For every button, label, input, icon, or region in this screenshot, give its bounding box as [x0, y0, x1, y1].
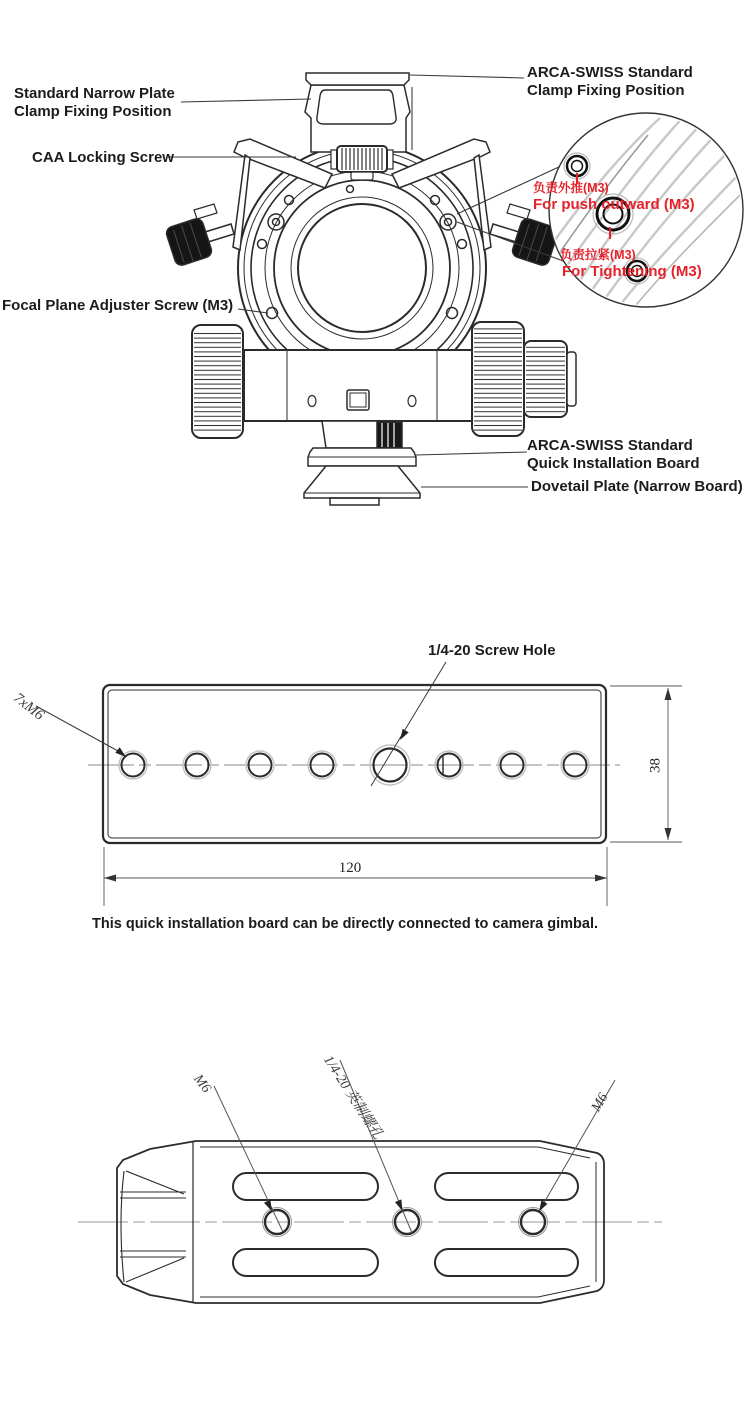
dim-120-value: 120 [338, 860, 362, 876]
label-qib-line2: Quick Installation Board [527, 455, 700, 472]
focuser-rail [244, 350, 478, 421]
lower-assembly [304, 421, 420, 505]
plate-caption: This quick installation board can be directly connected to camera gimbal. [92, 916, 599, 932]
label-dovetail-plate: Dovetail Plate (Narrow Board) [531, 478, 743, 495]
label-arca-clamp-line1: ARCA-SWISS Standard [527, 64, 693, 81]
label-quarter20-screw-hole: 1/4-20 Screw Hole [428, 642, 556, 659]
plate-slots [233, 1173, 578, 1276]
label-qib-line1: ARCA-SWISS Standard [527, 437, 693, 454]
right-focus-knob [472, 322, 576, 436]
dim-38-value: 38 [647, 758, 664, 773]
label-push-outward-en: For push outward (M3) [533, 196, 695, 213]
label-caa-locking-screw: CAA Locking Screw [32, 149, 174, 166]
label-quarter20-metric: 1/4-20 英制螺孔 [320, 1053, 385, 1142]
label-standard-narrow-plate-line1: Standard Narrow Plate [14, 85, 175, 102]
left-focus-knob [192, 325, 243, 438]
label-tightening-en: For Tightening (M3) [562, 263, 702, 280]
label-tightening-cn: 负责拉紧(M3) [560, 248, 636, 262]
label-standard-narrow-plate-line2: Clamp Fixing Position [14, 103, 172, 120]
top-clamp [305, 73, 412, 152]
label-m6-left: M6 [190, 1072, 214, 1096]
label-7xM6: 7xM6 [10, 690, 47, 724]
left-thumbscrew [165, 204, 234, 267]
label-arca-clamp-fixing [527, 64, 693, 100]
label-focal-plane-adjuster: Focal Plane Adjuster Screw (M3) [2, 297, 234, 314]
label-m6-right: M6 [589, 1090, 612, 1115]
label-quick-installation-board [527, 437, 700, 473]
label-standard-narrow-plate [14, 85, 175, 121]
focuser-front-view [165, 73, 576, 505]
detail-circle [541, 113, 745, 322]
top-knurled-wheel [331, 146, 393, 180]
label-push-outward-cn: 负责外推(M3) [533, 181, 609, 195]
dim-38 [610, 686, 682, 842]
label-arca-clamp-line2: Clamp Fixing Position [527, 82, 685, 99]
dovetail-plate-view [78, 1060, 662, 1303]
